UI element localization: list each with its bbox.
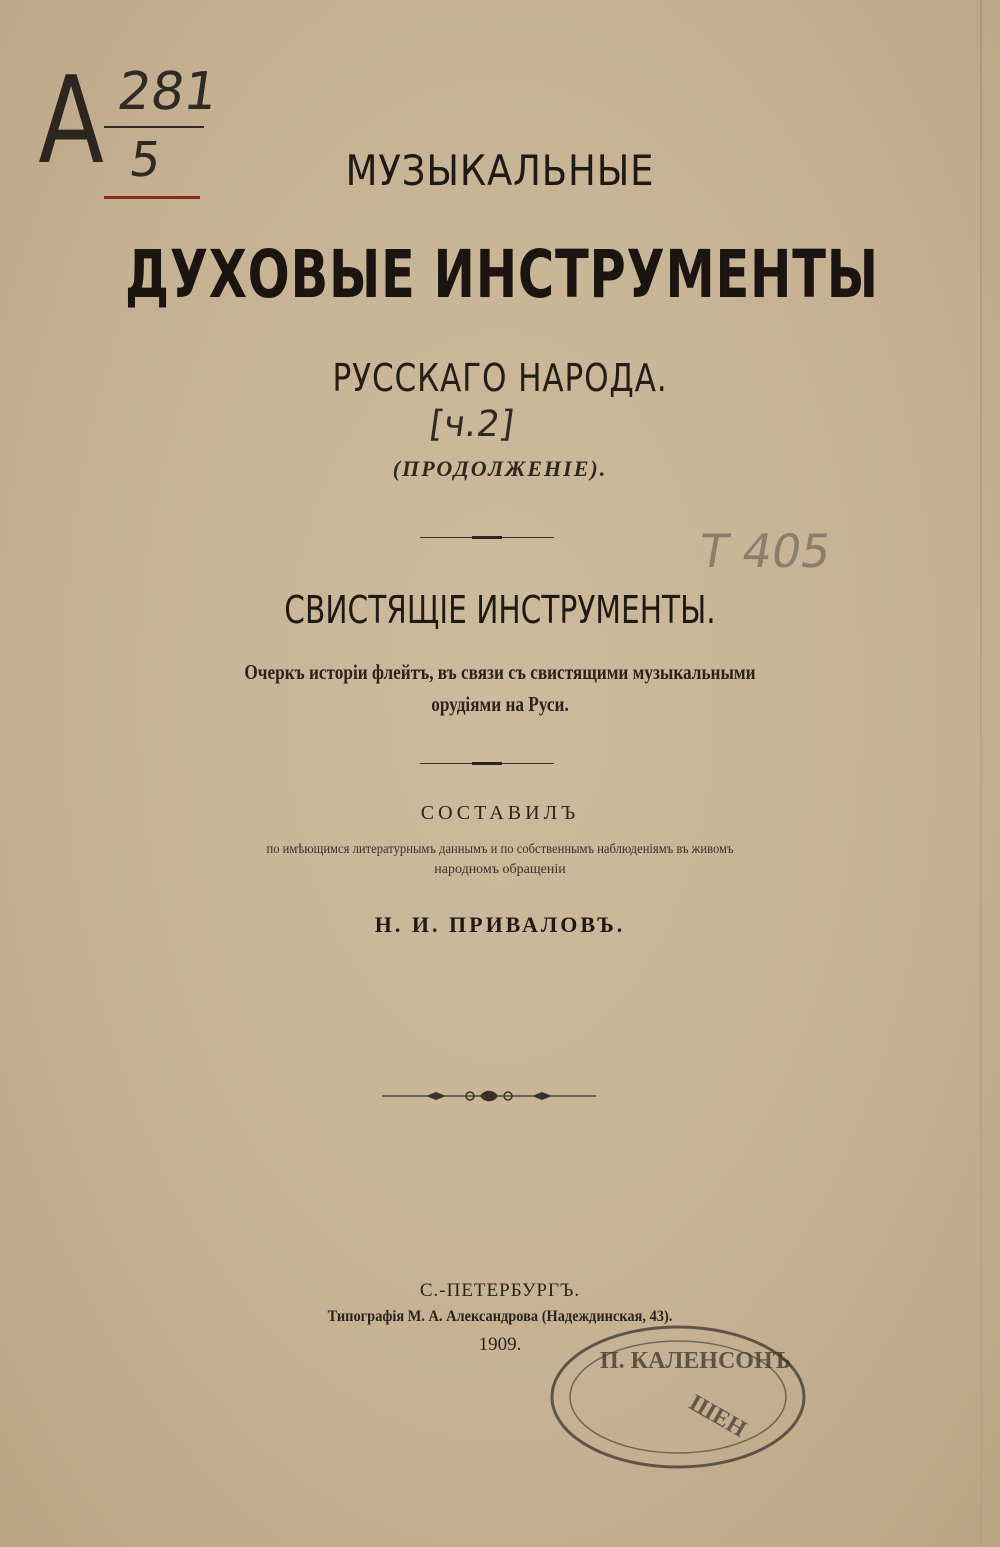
owner-stamp bbox=[548, 1322, 818, 1472]
stamp-fragment: ШЕН bbox=[684, 1389, 751, 1443]
description-line-2: орудiями на Руси. bbox=[431, 692, 569, 716]
title-line-1: МУЗЫКАЛЬНЫЕ bbox=[345, 146, 655, 195]
divider-rule-1 bbox=[420, 537, 554, 538]
author-name: Н. И. ПРИВАЛОВЪ. bbox=[374, 912, 626, 937]
imprint-year: 1909. bbox=[478, 1334, 522, 1355]
red-pencil-underline bbox=[104, 196, 200, 199]
handwritten-shelf-mark: Т 405 bbox=[695, 524, 836, 578]
handwritten-letter: А bbox=[38, 52, 104, 191]
title-continuation: (ПРОДОЛЖЕНIЕ). bbox=[392, 456, 608, 481]
handwritten-divider bbox=[104, 126, 204, 128]
divider-rule-2 bbox=[420, 763, 554, 764]
title-line-2: ДУХОВЫЕ ИНСТРУМЕНТЫ bbox=[125, 236, 879, 313]
handwritten-number-bottom: 5 bbox=[126, 132, 165, 188]
page-crease bbox=[980, 0, 982, 1547]
compiler-label: СОСТАВИЛЪ bbox=[420, 802, 580, 824]
handwritten-part-mark: [ч.2] bbox=[427, 404, 517, 445]
description-line-1: Очеркъ исторiи флейтъ, въ связи съ свистящими музыкальными bbox=[244, 660, 756, 684]
compiler-note-line-2: народномъ обращенiи bbox=[434, 862, 566, 877]
title-line-3: РУССКАГО НАРОДА. bbox=[332, 356, 668, 400]
ornament-divider bbox=[380, 1086, 598, 1106]
compiler-note-line-1: по имѣющимся литературнымъ даннымъ и по собственнымъ наблюденiямъ въ живомъ bbox=[266, 842, 734, 857]
stamp-text: П. КАЛЕНСОНЪ bbox=[600, 1348, 791, 1374]
imprint-printer: Типографiя М. А. Александрова (Надеждинская, 43). bbox=[327, 1308, 673, 1325]
section-heading: СВИСТЯЩIЕ ИНСТРУМЕНТЫ. bbox=[284, 588, 716, 632]
imprint-city: С.-ПЕТЕРБУРГЪ. bbox=[419, 1280, 581, 1301]
handwritten-number-top: 281 bbox=[113, 62, 222, 122]
